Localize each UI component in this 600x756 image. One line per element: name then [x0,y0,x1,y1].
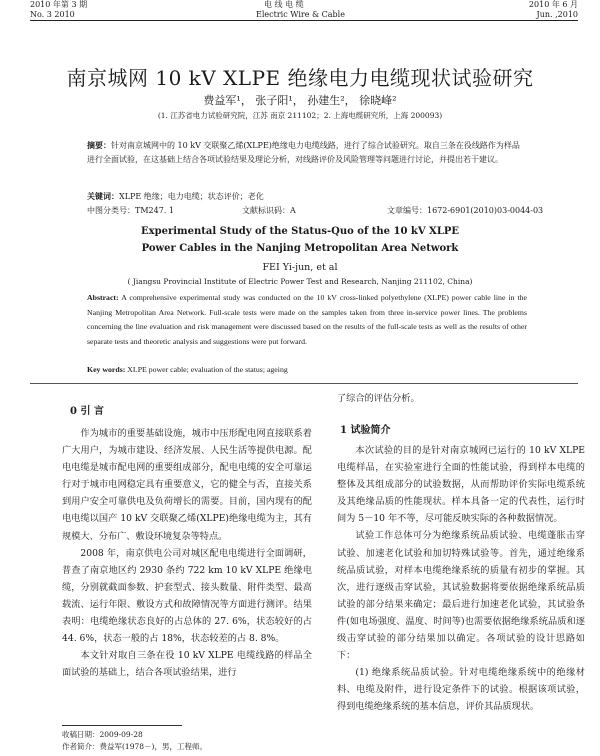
header-journal-en: Electric Wire & Cable [256,10,345,19]
header-journal: 电 线 电 缆 [264,0,304,9]
keywords-cn [87,189,527,204]
english-title-line1: Experimental Study of the Status-Quo of the 10 kV XLPE [141,226,459,237]
abstract-cn [87,138,527,167]
journal-header [0,0,600,22]
classification-meta [87,205,544,217]
experiment-paragraph: 本次试验的目的是针对南京城网已运行的 10 kV XLPE 电缆样品，在实验室进行全面的性能试验，得到样本电缆的整体及其组成部分的试验数据，从而帮助评价实际电缆系统及其绝缘品质的性能现状。样本具备一定的代表性，运行时间为 5－10 年不等，尽可能反映实际的各种数据情况。 [337,445,585,525]
header-issue: 2010 年第 3 期 [30,0,88,9]
section-experiment-title: 1 试验简介 [340,425,391,436]
keywords-cn-label: 关键词： [87,191,119,201]
section-divider [30,383,578,384]
article-number: 文章编号：1672-6901(2010)03-0044-03 [387,206,544,215]
footnote-received: 收稿日期：2009-09-28 [62,730,143,739]
doc-code: 文献标识码：A [242,206,296,215]
right-column-lead: 了综合的评估分析。 [337,393,420,404]
english-title-line2: Power Cables in the Nanjing Metropolitan Area Network [141,243,459,254]
header-rule [30,20,578,21]
right-column-body [337,442,585,716]
author-list: 费益军¹， 张子阳¹， 孙建生²， 徐晓峰² [203,94,397,107]
footnote-author-bio: 作者简介：费益军(1978－)，男，工程师。 [62,742,207,751]
section-introduction-title: 0 引 言 [70,406,104,417]
english-abstract-text: A comprehensive experimental study was conducted on the 10 kV cross-linked polyethylene (XLPE) power cable line in the Nanjing Metropolitan Area Network. Full-scale tests were made on the samples taken from three in-service power lines. The problems concerning the line evaluation and risk management were discussed based on the results of the full-scale tests as well as the results of other separate tests and theoretic analysis and suggestions were put forward. [87,293,527,346]
footnote-rule [62,725,182,726]
header-date: 2010 年 6 月 [528,0,578,9]
intro-paragraph: 2008 年，南京供电公司对城区配电电缆进行全面调研，普查了南京地区约 2930 条约 722 km 10 kV XLPE 绝缘电缆，分别就截面参数、护套型式、接头数量、附件类型、最高载流、运行年限、敷设方式和故障情况等方面进行测评。结果表明：电缆绝缘状态良好的占总体的 27. 6%，状态较好的占44. 6%，状态一般的占 18%，状态较差的占 8. 8%。 [62,547,312,645]
experiment-paragraph: (1) 绝缘系统品质试验。针对电缆绝缘系统中的绝缘材料、电缆及附件，进行设定条件下的试验。根据该项试验，得到电缆绝缘系统的基本信息，评价其品质现状。 [337,667,585,713]
intro-paragraph: 作为城市的重要基础设施，城市中压形配电网直接联系着广大用户，为城市建设、经济发展、人民生活等提供电源。配电电缆是城市配电网的重要组成部分，配电电缆的安全可靠运行对于城市电网稳定具有重要意义，它的健全与否，直接关系到用户安全可靠供电及负荷增长的需要。目前，国内现有的配电电缆以国产 10 kV 交联聚乙烯(XLPE)绝缘电缆为主，其有规模大、分布广、敷设环境复杂等特点。 [62,428,312,542]
english-affiliation: ( Jiangsu Provincial Institute of Electric Power Test and Research, Nanjing 211102, China) [127,277,473,286]
paper-title: 南京城网 10 kV XLPE 绝缘电力电缆现状试验研究 [66,66,534,90]
keywords-cn-text: XLPE 绝缘；电力电缆；状态评价；老化 [119,192,264,201]
abstract-cn-text: 针对南京城网中的 10 kV 交联聚乙烯(XLPE)绝缘电力电缆线路，进行了综合试验研究。取自三条在役线路作为样品进行全面试验，在这基础上结合各项试验结果及理论分析，对线路评价及风险管理等问题进行讨论，并提出若干建议。 [87,141,520,164]
header-date-en: Jun. ,2010 [536,10,578,19]
english-keywords-label: Key words: [87,365,126,374]
english-abstract [87,291,527,349]
intro-paragraph: 本文针对取自三条在役 10 kV XLPE 电缆线路的样品全面试验的基础上，结合各项试验结果，进行 [62,650,312,679]
experiment-paragraph: 试验工作总体可分为绝缘系统品质试验、电缆蓬胀击穿试验、加速老化试验和加切特殊试验等。首先，通过绝缘系统品质试验，对样本电缆绝缘系统的质量有初步的掌握。其次，进行逐级击穿试验，其试验数据将要依据绝缘系统品质试验的部分结果来确定；最后进行加速老化试验，其试验条件(如电场强度、温度、时间等)也需要依据绝缘系统品质和逐级击穿试验的部分结果加以确定。各项试验的设计思路如下： [337,530,585,662]
english-abstract-label: Abstract: [87,293,119,302]
affiliation: (1. 江苏省电力试验研究院，江苏 南京 211102；2. 上海电缆研究所，上海 200093) [157,111,443,120]
header-issue-en: No. 3 2010 [30,10,75,19]
left-column-body [62,425,312,681]
english-author: FEI Yi-jun, et al [262,262,338,273]
english-keywords-text: XLPE power cable; evaluation of the status; ageing [127,365,288,374]
clc-number: 中图分类号：TM247. 1 [87,206,174,215]
abstract-cn-label: 摘要： [87,140,111,150]
english-keywords [87,365,527,374]
